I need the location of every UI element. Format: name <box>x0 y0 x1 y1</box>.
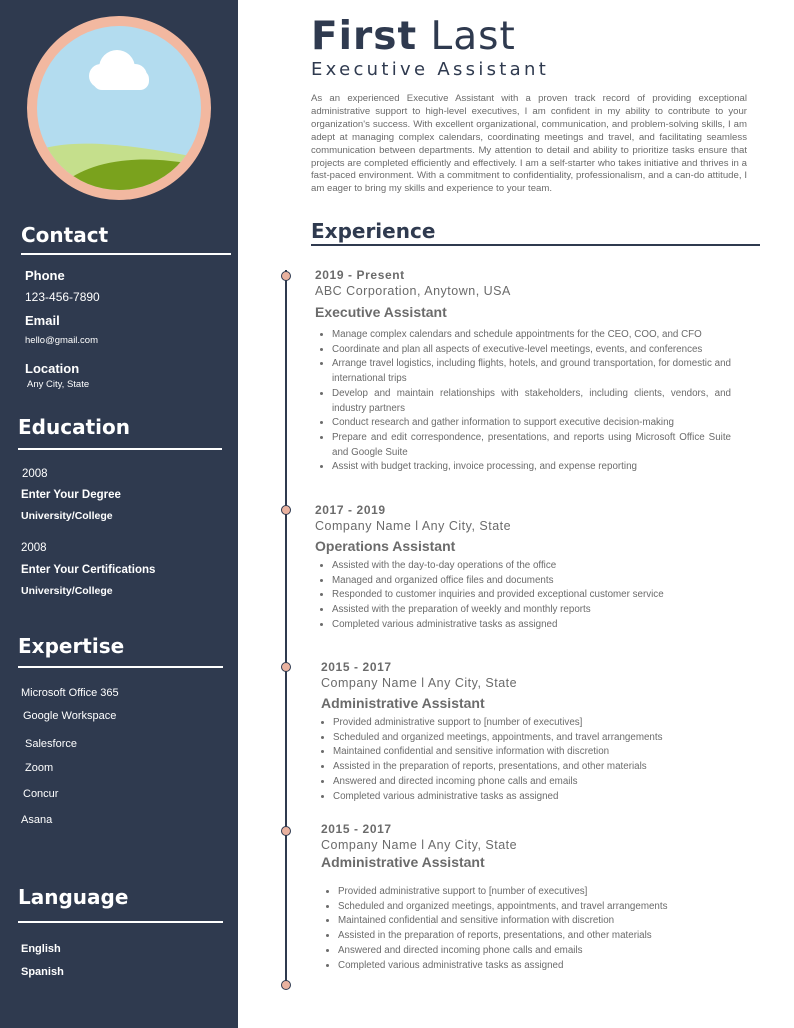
education-year: 2008 <box>22 468 48 480</box>
location-label: Location <box>25 361 80 376</box>
job-bullet: • Answered and directed incoming phone calls and emails <box>338 944 737 959</box>
job-bullets <box>321 885 737 973</box>
location-value: Any City, State <box>27 379 90 390</box>
language-heading: Language <box>18 885 129 909</box>
job-bullet: • Manage complex calendars and schedule appointments for the CEO, COO, and CFO <box>332 328 731 343</box>
job-bullets <box>321 716 737 804</box>
job-title: Operations Assistant <box>315 538 456 554</box>
education-school: University/College <box>21 510 113 522</box>
job-bullet: • Scheduled and organized meetings, appointments, and travel arrangements <box>338 900 737 915</box>
job-entry <box>315 268 731 475</box>
job-bullet: • Completed various administrative tasks as assigned <box>332 618 731 633</box>
timeline-dot <box>281 662 291 672</box>
job-bullet: • Managed and organized office files and documents <box>332 574 731 589</box>
timeline-dot <box>281 271 291 281</box>
expertise-item: Zoom <box>25 762 54 774</box>
job-bullet: • Assisted with the day-to-day operations of the office <box>332 559 731 574</box>
job-bullet: • Assisted with the preparation of weekly and monthly reports <box>332 603 731 618</box>
job-bullet: • Arrange travel logistics, including flights, hotels, and ground transportation, for domestic and international trips <box>332 357 731 386</box>
job-dates: 2017 - 2019 <box>315 503 386 517</box>
full-name <box>311 14 516 59</box>
job-bullet: • Develop and maintain relationships with stakeholders, including clients, vendors, and industry partners <box>332 387 731 416</box>
job-dates: 2015 - 2017 <box>321 660 392 674</box>
profile-summary: As an experienced Executive Assistant with a proven track record of providing exceptional administrative support to high-level executives, I am confident in my ability to contribute to your organization's success. With excellent organizational, communication, and problem-solving skills, I am adept at managing complex calendars, coordinating meetings and travel, and facilitating seamless communication between departments. My attention to detail and ability to prioritize tasks ensure that projects are completed efficiently and effectively. I am a self-starter who takes initiative and thrives in a fast-paced environment. With a commitment to confidentiality, professionalism, and a can-do attitude, I am eager to bring my skills and experience to your team. <box>311 93 747 195</box>
job-bullet: • Assisted in the preparation of reports, presentations, and other materials <box>338 929 737 944</box>
education-degree: Enter Your Degree <box>21 489 121 501</box>
expertise-item: Microsoft Office 365 <box>21 687 119 699</box>
education-divider <box>18 448 222 450</box>
expertise-item: Asana <box>21 814 53 826</box>
job-company: Company Name l Any City, State <box>321 676 518 690</box>
first-name: First <box>311 14 418 59</box>
sidebar <box>0 0 238 1028</box>
job-bullet: • Provided administrative support to [number of executives] <box>338 885 737 900</box>
timeline-dot <box>281 505 291 515</box>
job-bullet: • Assisted in the preparation of reports, presentations, and other materials <box>333 760 737 775</box>
contact-divider <box>21 253 231 255</box>
language-item: Spanish <box>21 966 64 978</box>
job-bullet: • Prepare and edit correspondence, presentations, and reports using Microsoft Office Suite and Google Suite <box>332 431 731 460</box>
phone-label: Phone <box>25 268 65 283</box>
job-company: Company Name l Any City, State <box>315 519 512 533</box>
experience-divider <box>311 244 760 246</box>
job-title: Executive Assistant <box>315 304 447 320</box>
job-entry <box>321 822 737 973</box>
expertise-heading: Expertise <box>18 634 125 658</box>
job-bullet: • Scheduled and organized meetings, appointments, and travel arrangements <box>333 731 737 746</box>
job-bullet: • Provided administrative support to [number of executives] <box>333 716 737 731</box>
job-bullets <box>315 559 731 633</box>
contact-heading: Contact <box>21 223 109 247</box>
education-heading: Education <box>18 415 130 439</box>
job-dates: 2015 - 2017 <box>321 822 392 836</box>
timeline-dot <box>281 826 291 836</box>
job-bullet: • Maintained confidential and sensitive information with discretion <box>333 745 737 760</box>
job-company: ABC Corporation, Anytown, USA <box>315 284 511 298</box>
certification-title: Enter Your Certifications <box>21 564 156 576</box>
job-title: Administrative Assistant <box>321 695 485 711</box>
job-bullet: • Completed various administrative tasks as assigned <box>338 959 737 974</box>
expertise-item: Concur <box>23 788 59 800</box>
job-dates: 2019 - Present <box>315 268 405 282</box>
job-bullet: • Answered and directed incoming phone calls and emails <box>333 775 737 790</box>
timeline-dot <box>281 980 291 990</box>
job-entry <box>315 503 731 633</box>
email-label: Email <box>25 313 60 328</box>
job-company: Company Name l Any City, State <box>321 838 518 852</box>
job-bullets <box>315 328 731 475</box>
expertise-item: Google Workspace <box>23 710 117 722</box>
phone-number: 123-456-7890 <box>25 290 100 304</box>
certification-school: University/College <box>21 585 113 597</box>
timeline-line <box>285 270 287 986</box>
language-divider <box>18 921 223 923</box>
expertise-divider <box>18 666 223 668</box>
job-bullet: • Completed various administrative tasks as assigned <box>333 790 737 805</box>
experience-heading: Experience <box>311 219 436 243</box>
profile-photo <box>27 16 211 200</box>
landscape-placeholder-photo-icon <box>37 26 201 190</box>
certification-year: 2008 <box>21 542 47 554</box>
job-role: Executive Assistant <box>311 59 550 80</box>
email-address: hello@gmail.com <box>25 335 99 346</box>
job-title: Administrative Assistant <box>321 854 485 870</box>
last-name: Last <box>430 14 516 59</box>
job-bullet: • Coordinate and plan all aspects of executive-level meetings, events, and conferences <box>332 343 731 358</box>
job-bullet: • Maintained confidential and sensitive information with discretion <box>338 914 737 929</box>
expertise-item: Salesforce <box>25 738 77 750</box>
job-bullet: • Conduct research and gather information to support executive decision-making <box>332 416 731 431</box>
job-bullet: • Responded to customer inquiries and provided exceptional customer service <box>332 588 731 603</box>
job-bullet: • Assist with budget tracking, invoice processing, and expense reporting <box>332 460 731 475</box>
job-entry <box>321 660 737 804</box>
language-item: English <box>21 943 61 955</box>
